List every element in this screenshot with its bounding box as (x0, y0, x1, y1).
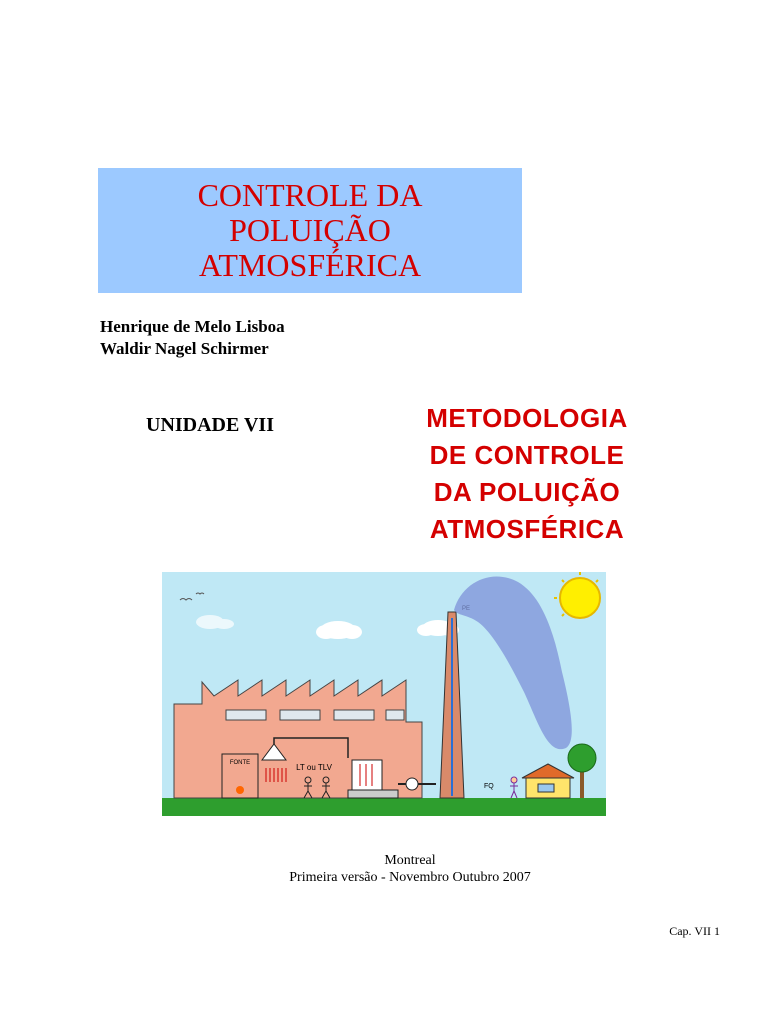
unit-label: UNIDADE VII (146, 414, 274, 436)
pollution-illustration (162, 572, 606, 816)
limits-label: LT ou TLV (296, 763, 332, 772)
title-box (98, 168, 522, 293)
footer (0, 852, 768, 886)
footer-city: Montreal (384, 853, 436, 868)
collector-icon (352, 760, 382, 790)
dust-tray (348, 790, 398, 798)
chapter-title-line-1: METODOLOGIA (426, 403, 628, 433)
title-line-3: ATMOSFÉRICA (198, 247, 422, 283)
chapter-title-line-4: ATMOSFÉRICA (429, 514, 625, 544)
fan-icon (406, 778, 418, 790)
flame-icon (236, 786, 244, 794)
chapter-title (396, 400, 658, 548)
chapter-title-line-3: DA POLUIÇÃO (433, 477, 621, 507)
factory-building (174, 680, 422, 798)
authors (100, 316, 285, 360)
author-2: Waldir Nagel Schirmer (100, 339, 269, 358)
title-line-1: CONTROLE DA (197, 177, 423, 213)
footer-version: Primeira versão - Novembro Outubro 2007 (289, 870, 531, 885)
ground (162, 798, 606, 816)
author-1: Henrique de Melo Lisboa (100, 317, 285, 336)
receptor-label: FQ (484, 783, 494, 790)
chapter-title-line-2: DE CONTROLE (429, 440, 625, 470)
title-line-2: POLUIÇÃO (229, 212, 391, 248)
page-number: Cap. VII 1 (669, 924, 720, 938)
source-label: FONTE (229, 760, 251, 766)
